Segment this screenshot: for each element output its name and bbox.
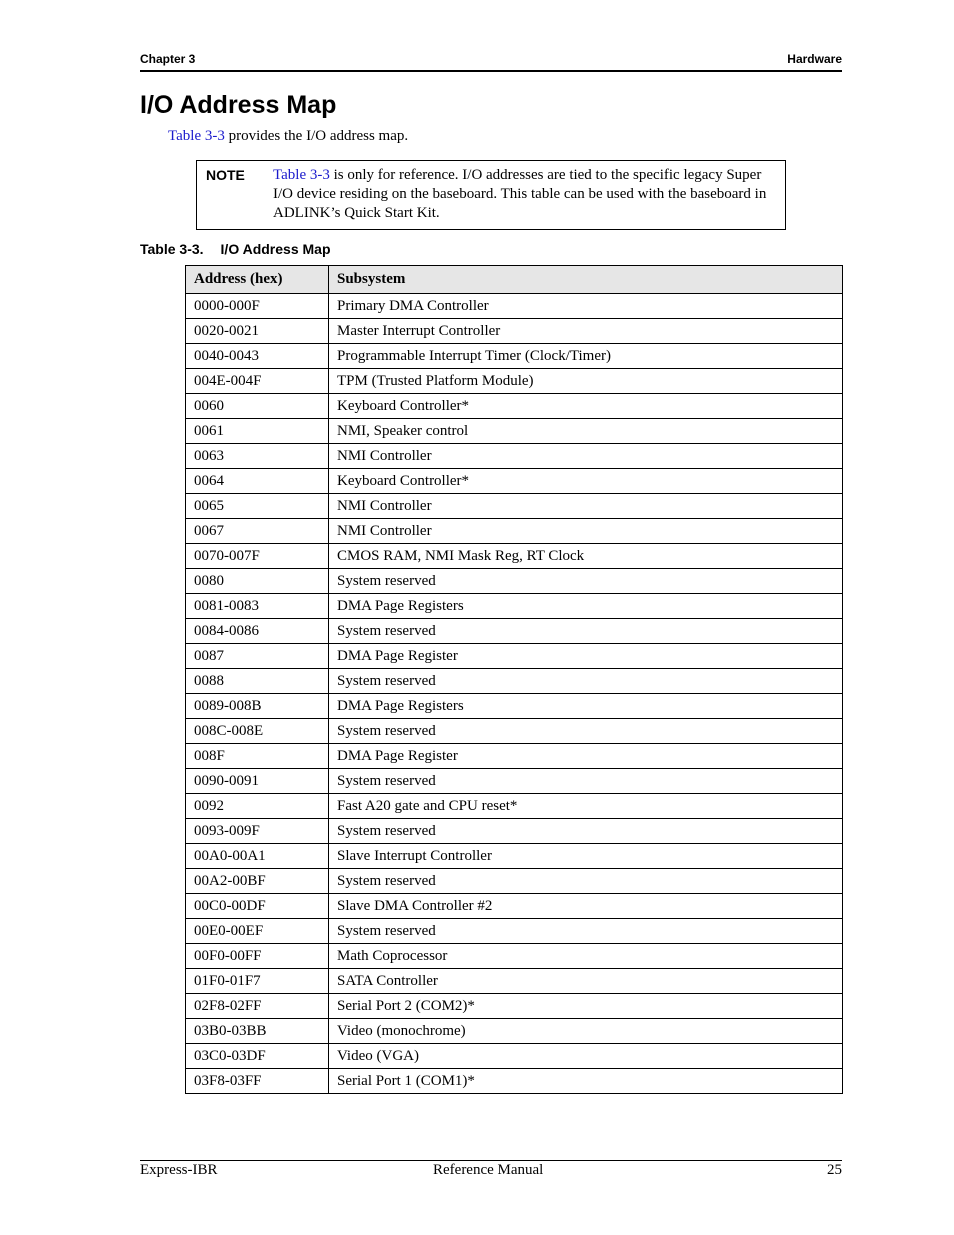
table-row [186, 444, 843, 469]
subsystem-cell: TPM (Trusted Platform Module) [329, 369, 843, 394]
column-header-address: Address (hex) [186, 266, 329, 294]
address-cell: 0088 [186, 669, 329, 694]
subsystem-cell: DMA Page Register [329, 744, 843, 769]
subsystem-cell: DMA Page Registers [329, 694, 843, 719]
address-cell: 0070-007F [186, 544, 329, 569]
subsystem-cell: System reserved [329, 769, 843, 794]
subsystem-cell: Serial Port 1 (COM1)* [329, 1069, 843, 1094]
subsystem-cell: CMOS RAM, NMI Mask Reg, RT Clock [329, 544, 843, 569]
io-address-table [185, 265, 843, 1094]
note-label: NOTE [206, 167, 245, 183]
table-row [186, 669, 843, 694]
table-row [186, 894, 843, 919]
table-row [186, 1069, 843, 1094]
table-row [186, 619, 843, 644]
subsystem-cell: DMA Page Registers [329, 594, 843, 619]
table-row [186, 994, 843, 1019]
address-cell: 0000-000F [186, 294, 329, 319]
table-row [186, 294, 843, 319]
table-row [186, 419, 843, 444]
subsystem-cell: Video (VGA) [329, 1044, 843, 1069]
address-cell: 0092 [186, 794, 329, 819]
subsystem-cell: NMI Controller [329, 519, 843, 544]
table-body [186, 294, 843, 1094]
table-row [186, 969, 843, 994]
subsystem-cell: System reserved [329, 869, 843, 894]
table-row [186, 1044, 843, 1069]
note-text [273, 166, 773, 223]
subsystem-cell: Slave Interrupt Controller [329, 844, 843, 869]
note-box [196, 160, 786, 230]
footer-doc-title: Reference Manual [433, 1162, 544, 1178]
table-row [186, 344, 843, 369]
table-ref-link[interactable]: Table 3-3 [168, 128, 225, 144]
note-table-ref-link[interactable]: Table 3-3 [273, 167, 330, 183]
address-cell: 03F8-03FF [186, 1069, 329, 1094]
subsystem-cell: Primary DMA Controller [329, 294, 843, 319]
address-cell: 0061 [186, 419, 329, 444]
subsystem-cell: Serial Port 2 (COM2)* [329, 994, 843, 1019]
table-caption [140, 241, 331, 257]
subsystem-cell: Master Interrupt Controller [329, 319, 843, 344]
page-title: I/O Address Map [140, 91, 337, 119]
subsystem-cell: Keyboard Controller* [329, 394, 843, 419]
table-row [186, 844, 843, 869]
address-cell: 0040-0043 [186, 344, 329, 369]
table-row [186, 869, 843, 894]
subsystem-cell: System reserved [329, 819, 843, 844]
table-row [186, 494, 843, 519]
address-cell: 0080 [186, 569, 329, 594]
subsystem-cell: System reserved [329, 719, 843, 744]
table-row [186, 719, 843, 744]
subsystem-cell: Fast A20 gate and CPU reset* [329, 794, 843, 819]
address-cell: 00A2-00BF [186, 869, 329, 894]
table-row [186, 644, 843, 669]
chapter-label: Chapter 3 [140, 52, 196, 66]
address-cell: 02F8-02FF [186, 994, 329, 1019]
address-cell: 0064 [186, 469, 329, 494]
address-cell: 004E-004F [186, 369, 329, 394]
table-row [186, 944, 843, 969]
table-row [186, 519, 843, 544]
table-row [186, 394, 843, 419]
subsystem-cell: DMA Page Register [329, 644, 843, 669]
table-row [186, 919, 843, 944]
subsystem-cell: System reserved [329, 669, 843, 694]
intro-text: provides the I/O address map. [224, 128, 409, 144]
intro-paragraph [168, 127, 408, 145]
table-row [186, 319, 843, 344]
address-cell: 00A0-00A1 [186, 844, 329, 869]
table-row [186, 544, 843, 569]
page-number: 25 [827, 1162, 842, 1178]
table-caption-title: I/O Address Map [220, 241, 331, 257]
subsystem-cell: Video (monochrome) [329, 1019, 843, 1044]
subsystem-cell: NMI Controller [329, 494, 843, 519]
address-cell: 00F0-00FF [186, 944, 329, 969]
table-row [186, 594, 843, 619]
address-cell: 0093-009F [186, 819, 329, 844]
table-row [186, 794, 843, 819]
address-cell: 0090-0091 [186, 769, 329, 794]
address-cell: 008F [186, 744, 329, 769]
table-row [186, 694, 843, 719]
note-body: is only for reference. I/O addresses are tied to the specific legacy Super I/O device residing on the baseboard. This table can be used with the baseboard in ADLINK’s Quick Start Kit. [273, 167, 767, 221]
subsystem-cell: System reserved [329, 919, 843, 944]
address-cell: 0020-0021 [186, 319, 329, 344]
table-row [186, 769, 843, 794]
subsystem-cell: Programmable Interrupt Timer (Clock/Timer) [329, 344, 843, 369]
address-cell: 008C-008E [186, 719, 329, 744]
table-row [186, 469, 843, 494]
address-cell: 0081-0083 [186, 594, 329, 619]
footer-product: Express-IBR [140, 1162, 218, 1178]
subsystem-cell: SATA Controller [329, 969, 843, 994]
address-cell: 01F0-01F7 [186, 969, 329, 994]
column-header-subsystem: Subsystem [329, 266, 843, 294]
address-cell: 0067 [186, 519, 329, 544]
subsystem-cell: Slave DMA Controller #2 [329, 894, 843, 919]
running-footer [140, 1160, 842, 1183]
address-cell: 0087 [186, 644, 329, 669]
address-cell: 0065 [186, 494, 329, 519]
address-cell: 00C0-00DF [186, 894, 329, 919]
table-row [186, 369, 843, 394]
address-cell: 0063 [186, 444, 329, 469]
subsystem-cell: System reserved [329, 569, 843, 594]
table-row [186, 744, 843, 769]
subsystem-cell: NMI, Speaker control [329, 419, 843, 444]
address-cell: 03C0-03DF [186, 1044, 329, 1069]
table-header-row [186, 266, 843, 294]
address-cell: 0084-0086 [186, 619, 329, 644]
address-cell: 0089-008B [186, 694, 329, 719]
address-cell: 00E0-00EF [186, 919, 329, 944]
table-row [186, 569, 843, 594]
address-cell: 03B0-03BB [186, 1019, 329, 1044]
subsystem-cell: NMI Controller [329, 444, 843, 469]
table-row [186, 1019, 843, 1044]
running-header [140, 52, 842, 72]
subsystem-cell: System reserved [329, 619, 843, 644]
table-caption-number: Table 3-3. [140, 241, 204, 257]
subsystem-cell: Keyboard Controller* [329, 469, 843, 494]
address-cell: 0060 [186, 394, 329, 419]
table-row [186, 819, 843, 844]
subsystem-cell: Math Coprocessor [329, 944, 843, 969]
section-label: Hardware [787, 52, 842, 66]
